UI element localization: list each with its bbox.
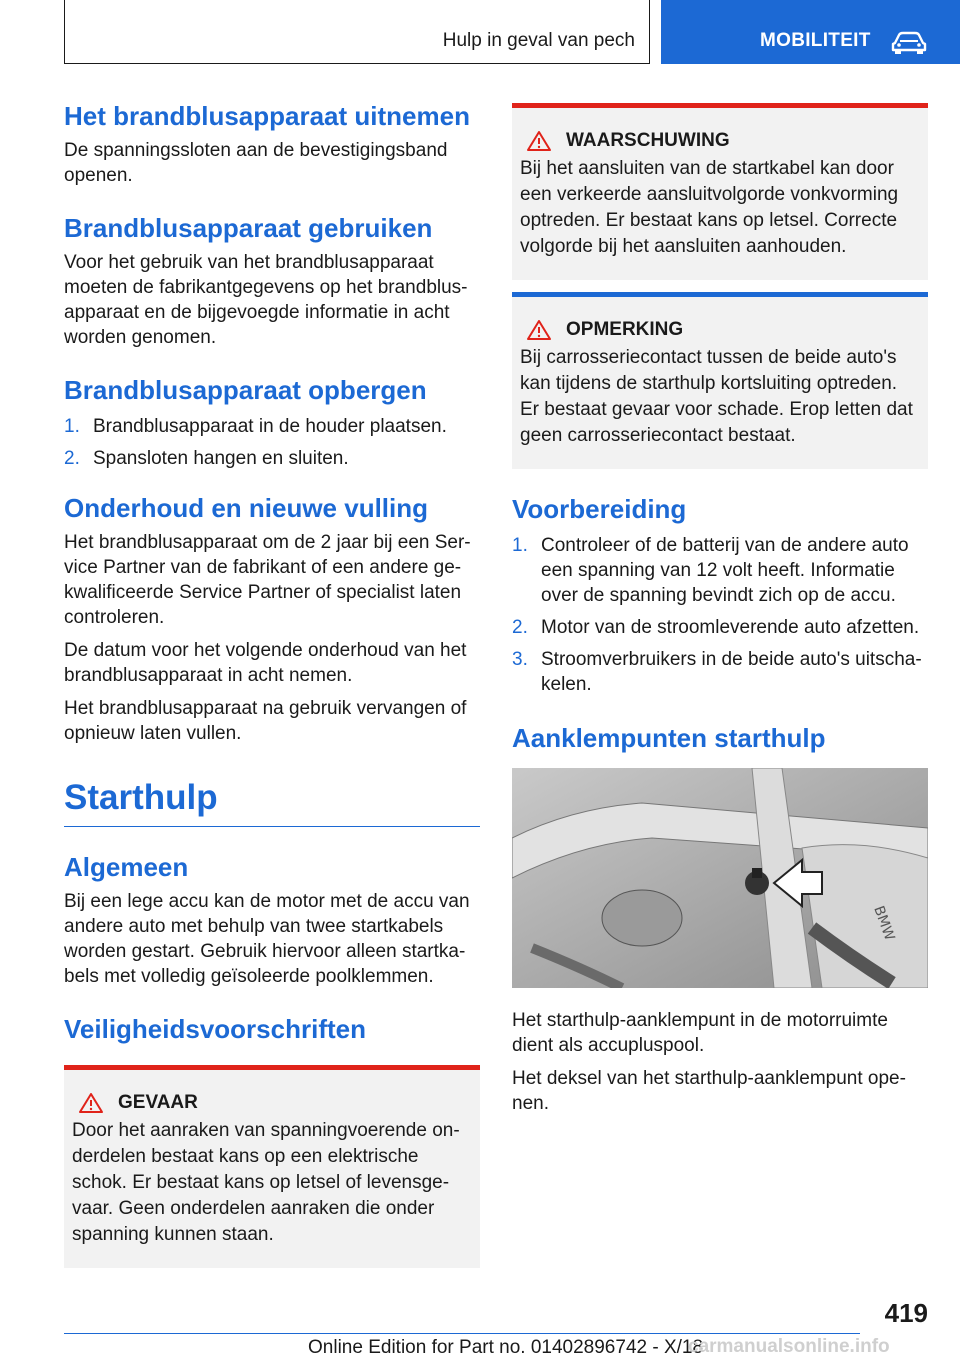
warning-title-row [520,130,920,152]
left-column [64,100,480,1268]
warning-triangle-icon [526,319,552,341]
list-item: 1. Controleer of de batterij van de andere auto een spanning van 12 volt heeft. Informatie over de spanning bevindt zich op de accu. [512,535,909,606]
heading-starthulp: Starthulp [64,778,218,817]
heading-veiligheid: Veiligheidsvoorschriften [64,1014,366,1044]
warning-triangle-icon [78,1092,104,1114]
header-chapter-tab[interactable] [661,0,960,64]
heading-opbergen: Brandblusapparaat opbergen [64,375,427,405]
heading-aanklempunten: Aanklempunten starthulp [512,723,826,753]
text-uitnemen: De spanningssloten aan de bevestigingsband openen. [64,140,448,186]
header-section-box [64,0,650,64]
voorbereiding-steps [512,533,928,697]
page-number: 419 [884,1298,928,1328]
header-chapter-title: MOBILITEIT [760,30,871,51]
warning-title: WAARSCHUWING [566,130,730,151]
opbergen-steps [64,414,480,471]
heading-algemeen: Algemeen [64,852,189,882]
engine-bay-photo [512,768,928,988]
text-onderhoud-1: Het brandblusapparaat om de 2 jaar bij een Ser-vice Partner van de fabrikant of een andere ge-kwalificeerde Service Partner of specialist laten controleren. [64,532,471,628]
danger-text: Door het aanraken van spanningvoerende on-derdelen bestaat kans op een elektrische schok. Er bestaat kans op letsel of levensge-vaar. Geen onderdelen aanraken die onder spanning kunnen staan. [72,1120,460,1245]
heading-uitnemen: Het brandblusapparaat uitnemen [64,101,470,131]
danger-title-row [72,1092,472,1114]
note-text: Bij carrosseriecontact tussen de beide auto's kan tijdens de starthulp kortsluiting optreden. Er bestaat gevaar voor schade. Erop letten dat geen carrosseriecontact bestaat. [520,347,913,446]
warning-text: Bij het aansluiten van de startkabel kan door een verkeerde aansluitvolgorde vonkvorming optreden. Er bestaat kans op letsel. Correcte volgorde bij het aansluiten aanhouden. [520,158,899,257]
footer-rule [64,1333,860,1334]
list-item: 2. Motor van de stroomleverende auto afzetten. [512,617,920,638]
danger-title: GEVAAR [118,1092,198,1113]
warning-triangle-icon [526,130,552,152]
list-item: 3. Stroomverbruikers in de beide auto's uitscha-kelen. [512,649,922,695]
engine-cover-logo: BMW [870,903,898,943]
heading-onderhoud: Onderhoud en nieuwe vulling [64,493,429,523]
list-item: 2. Spansloten hangen en sluiten. [64,448,349,469]
footer-watermark: carmanualsonline.info [688,1336,890,1357]
warning-box [512,103,928,280]
note-title-row [520,319,920,341]
text-aanklem-2: Het deksel van het starthulp-aanklempunt ope-nen. [512,1068,906,1114]
car-icon [891,29,927,55]
list-item: 1. Brandblusapparaat in de houder plaatsen. [64,416,447,437]
danger-box [64,1065,480,1268]
right-column [512,100,928,1116]
note-title: OPMERKING [566,319,684,340]
text-gebruiken: Voor het gebruik van het brandblusapparaat moeten de fabrikantgegevens op het brandblus-apparaat en de bijgevoegde informatie in acht worden genomen. [64,252,468,348]
header-section-title: Hulp in geval van pech [442,30,635,51]
text-algemeen: Bij een lege accu kan de motor met de accu van andere auto met behulp van twee startkabels worden gestart. Gebruik hiervoor alleen startka-bels met volledig geïsoleerde poolklemmen. [64,891,470,987]
text-aanklem-1: Het starthulp-aanklempunt in de motorruimte dient als accupluspool. [512,1010,888,1056]
heading-voorbereiding: Voorbereiding [512,494,687,524]
heading-gebruiken: Brandblusapparaat gebruiken [64,213,433,243]
text-onderhoud-3: Het brandblusapparaat na gebruik vervangen of opnieuw laten vullen. [64,698,467,744]
footer-edition: Online Edition for Part no. 01402896742 - X/18 [308,1337,704,1358]
text-onderhoud-2: De datum voor het volgende onderhoud van het brandblusapparaat in acht nemen. [64,640,467,686]
note-box [512,292,928,469]
